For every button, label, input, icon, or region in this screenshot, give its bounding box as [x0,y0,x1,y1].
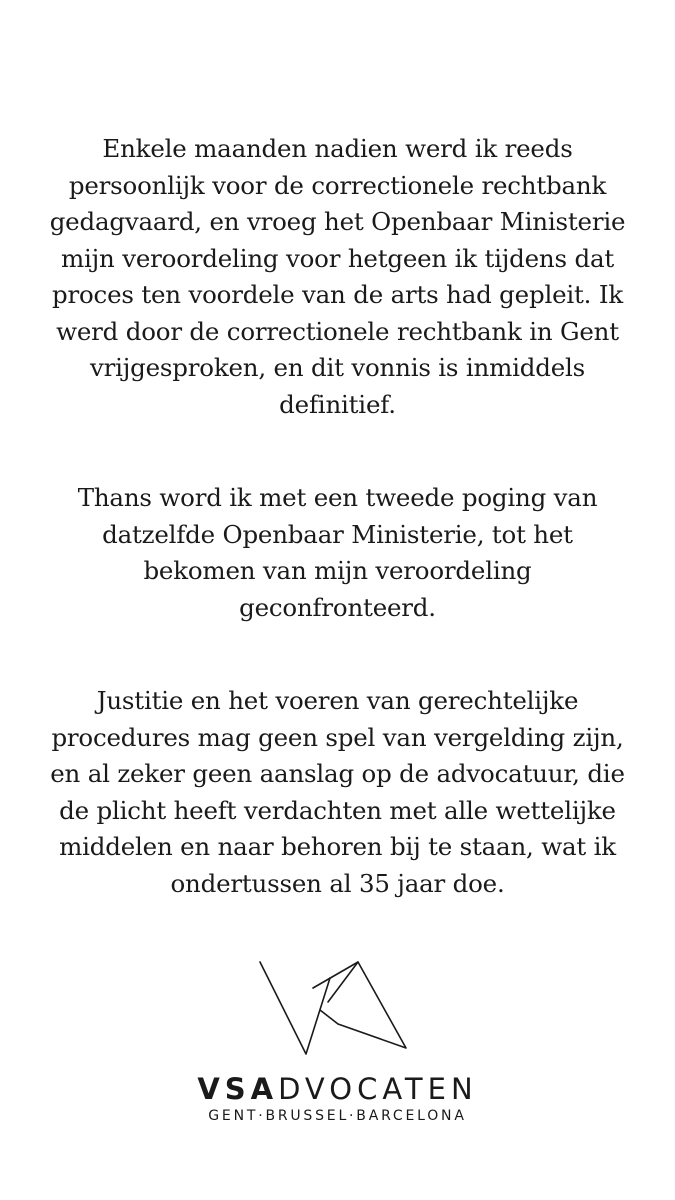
text-line: middelen en naar behoren bij te staan, wat ik [59,832,616,861]
brand-name [0,1072,675,1106]
brand-name-bold: VSA [197,1072,279,1106]
text-line: vrijgesproken, en dit vonnis is inmiddels [89,353,586,382]
text-line: definitief. [279,389,396,419]
text-line: datzelfde Openbaar Ministerie, tot het [102,519,573,549]
paragraph-1 [40,131,635,423]
text-line: Thans word ik met een tweede poging van [77,483,598,512]
brand-cities: GENT·BRUSSEL·BARCELONA [208,1108,467,1124]
text-line: bekomen van mijn veroordeling [143,556,532,585]
text-line: procedures mag geen spel van vergelding zijn, [51,722,624,752]
text-line: ondertussen al 35 jaar doe. [170,868,505,898]
paragraph-2 [40,480,635,626]
text-line: gedagvaard, en vroeg het Openbaar Ministerie [49,207,626,236]
text-line: en al zeker geen aanslag op de advocatuur, die [50,759,625,788]
text-line: persoonlijk voor de correctionele rechtbank [68,170,607,200]
text-line: de plicht heeft verdachten met alle wettelijke [59,795,616,825]
text-line: Justitie en het voeren van gerechtelijke [96,686,579,715]
paragraph-3 [40,683,635,902]
text-line: werd door de correctionele rechtbank in Gent [56,316,619,346]
text-line: proces ten voordele van de arts had gepleit. Ik [52,280,623,309]
brand-name-light: DVOCATEN [278,1072,478,1106]
text-line: mijn veroordeling voor hetgeen ik tijdens dat [60,243,615,273]
text-line: Enkele maanden nadien werd ik reeds [102,134,573,163]
va-monogram-icon [258,958,418,1058]
text-line: geconfronteerd. [239,592,436,622]
